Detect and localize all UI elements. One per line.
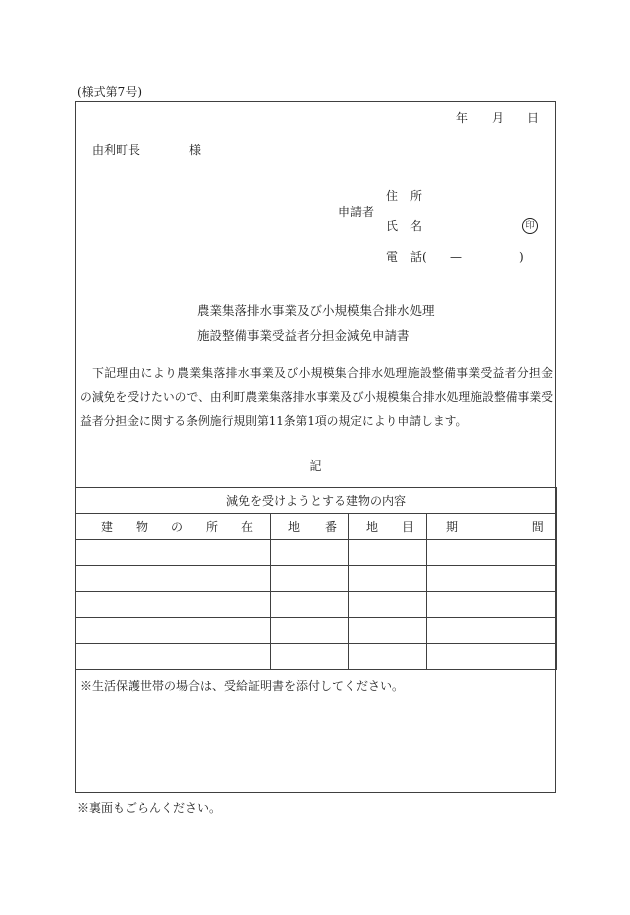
cell-land-category — [349, 566, 427, 592]
cell-land-category — [349, 644, 427, 670]
cell-period — [427, 540, 557, 566]
form-title-line2: 施設整備事業受益者分担金減免申請書 — [197, 328, 410, 343]
date-year-label: 年 — [456, 111, 469, 125]
cell-location — [76, 592, 271, 618]
body-line-1: 下記理由により農業集落排水事業及び小規模集合排水処理施設整備事業受益者分担金 — [80, 366, 553, 380]
header-land-category: 地 目 — [349, 514, 427, 540]
cell-period — [427, 592, 557, 618]
table-header-row — [76, 514, 557, 540]
ki-heading: 記 — [309, 459, 322, 473]
seal-mark: 印 — [522, 218, 538, 234]
table-row — [76, 618, 557, 644]
cell-location — [76, 644, 271, 670]
body-line-3: 益者分担金に関する条例施行規則第11条第1項の規定により申請します。 — [80, 414, 468, 428]
table-caption: 減免を受けようとする建物の内容 — [76, 488, 557, 514]
cell-land-category — [349, 540, 427, 566]
form-number: (様式第7号) — [77, 85, 142, 99]
table-row — [76, 592, 557, 618]
date-month-label: 月 — [492, 111, 505, 125]
header-lot-number: 地 番 — [271, 514, 349, 540]
cell-lot-number — [271, 540, 349, 566]
body-line-2: の減免を受けたいので、由利町農業集落排水事業及び小規模集合排水処理施設整備事業受 — [80, 390, 553, 404]
date-day-label: 日 — [527, 111, 540, 125]
phone-close-paren: ) — [519, 250, 524, 264]
cell-period — [427, 566, 557, 592]
building-table — [75, 487, 557, 670]
table-row — [76, 540, 557, 566]
cell-land-category — [349, 618, 427, 644]
table-caption-row — [76, 488, 557, 514]
header-building-location: 建 物 の 所 在 — [76, 514, 271, 540]
table-row — [76, 644, 557, 670]
addressee-name: 由利町長 — [92, 143, 141, 157]
cell-lot-number — [271, 644, 349, 670]
cell-location — [76, 566, 271, 592]
header-period: 期 間 — [427, 514, 557, 540]
phone-dash: — — [450, 250, 462, 264]
cell-period — [427, 644, 557, 670]
address-label: 住 所 — [386, 189, 423, 203]
cell-period — [427, 618, 557, 644]
cell-lot-number — [271, 566, 349, 592]
name-label: 氏 名 — [386, 219, 423, 233]
cell-location — [76, 540, 271, 566]
cell-land-category — [349, 592, 427, 618]
applicant-label: 申請者 — [338, 205, 375, 219]
welfare-note: ※生活保護世帯の場合は、受給証明書を添付してください。 — [80, 679, 405, 693]
phone-label: 電 話( — [386, 250, 427, 264]
cell-location — [76, 618, 271, 644]
form-title-line1: 農業集落排水事業及び小規模集合排水処理 — [197, 303, 435, 318]
cell-lot-number — [271, 592, 349, 618]
table-row — [76, 566, 557, 592]
addressee-honorific: 様 — [189, 143, 202, 157]
footer-note: ※裏面もごらんください。 — [77, 801, 222, 815]
application-form-box — [75, 101, 556, 793]
cell-lot-number — [271, 618, 349, 644]
